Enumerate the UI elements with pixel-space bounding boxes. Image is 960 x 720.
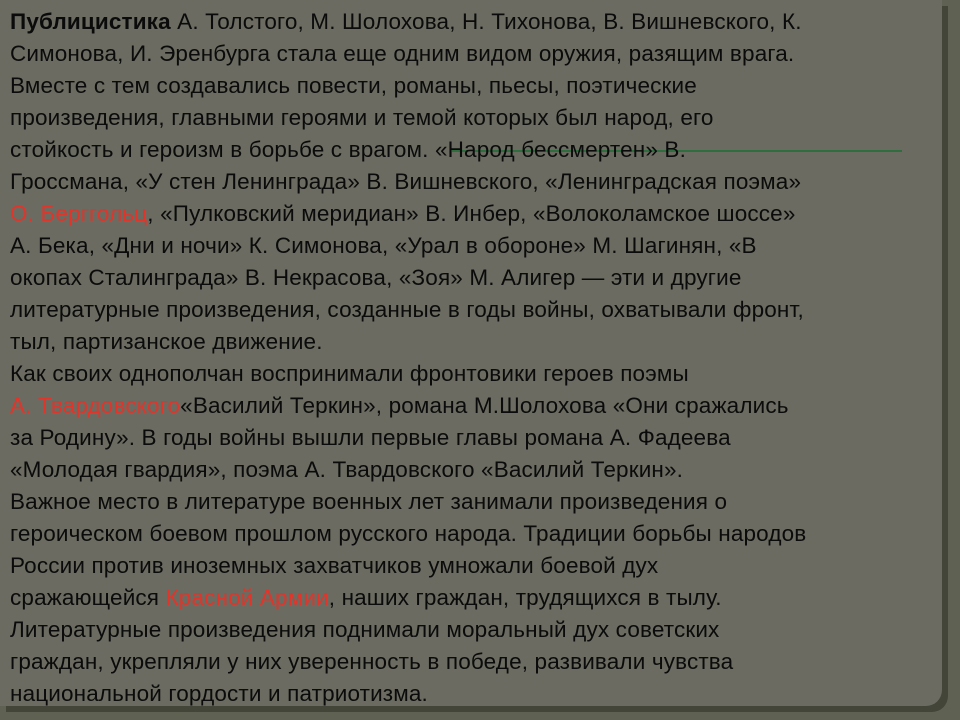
text-segment: А. Бека, «Дни и ночи» К. Симонова, «Урал в обороне» М. Шагинян, «В — [10, 233, 757, 258]
text-line — [10, 198, 940, 230]
text-segment: Симонова, И. Эренбурга стала еще одним видом оружия, разящим врага. — [10, 41, 795, 66]
text-segment: «Молодая гвардия», поэма А. Твардовского «Василий Теркин». — [10, 457, 684, 482]
text-segment: граждан, укрепляли у них уверенность в победе, развивали чувства — [10, 649, 734, 674]
text-line — [10, 102, 940, 134]
text-line — [10, 614, 940, 646]
text-segment: национальной гордости и патриотизма. — [10, 681, 428, 706]
text-line — [10, 678, 940, 710]
text-line — [10, 166, 940, 198]
text-line — [10, 390, 940, 422]
text-line — [10, 518, 940, 550]
text-line — [10, 326, 940, 358]
text-line — [10, 70, 940, 102]
text-line — [10, 294, 940, 326]
text-line — [10, 6, 940, 38]
text-segment: окопах Сталинграда» В. Некрасова, «Зоя» М. Алигер — эти и другие — [10, 265, 742, 290]
text-line — [10, 262, 940, 294]
text-segment: России против иноземных захватчиков умножали боевой дух — [10, 553, 659, 578]
text-line — [10, 230, 940, 262]
text-line — [10, 550, 940, 582]
text-line — [10, 582, 940, 614]
text-segment: сражающейся — [10, 585, 166, 610]
slide-body-text — [10, 6, 940, 710]
text-segment: Гроссмана, «У стен Ленинграда» В. Вишневского, «Ленинградская поэма» — [10, 169, 802, 194]
text-segment: А. Толстого, М. Шолохова, Н. Тихонова, В. Вишневского, К. — [170, 9, 802, 34]
text-line — [10, 646, 940, 678]
text-segment: Важное место в литературе военных лет занимали произведения о — [10, 489, 728, 514]
text-segment: Литературные произведения поднимали моральный дух советских — [10, 617, 720, 642]
text-segment: , наших граждан, трудящихся в тылу. — [328, 585, 722, 610]
text-line — [10, 358, 940, 390]
text-segment: литературные произведения, созданные в годы войны, охватывали фронт, — [10, 297, 804, 322]
highlighted-author: Красной Армии — [165, 585, 329, 610]
text-segment: героическом боевом прошлом русского народа. Традиции борьбы народов — [10, 521, 807, 546]
text-segment: , «Пулковский меридиан» В. Инбер, «Волоколамское шоссе» — [147, 201, 796, 226]
text-line — [10, 422, 940, 454]
highlighted-author: А. Твардовского — [10, 393, 181, 418]
text-line — [10, 134, 940, 166]
text-segment: за Родину». В годы войны вышли первые главы романа А. Фадеева — [10, 425, 731, 450]
text-line — [10, 454, 940, 486]
text-segment: произведения, главными героями и темой которых был народ, его — [10, 105, 714, 130]
text-line — [10, 486, 940, 518]
heading-term: Публицистика — [10, 9, 171, 34]
text-line — [10, 38, 940, 70]
text-segment: стойкость и героизм в борьбе с врагом. «Народ бессмертен» В. — [10, 137, 686, 162]
text-segment: Вместе с тем создавались повести, романы, пьесы, поэтические — [10, 73, 697, 98]
text-segment: тыл, партизанское движение. — [10, 329, 323, 354]
text-segment: Как своих однополчан воспринимали фронтовики героев поэмы — [10, 361, 689, 386]
highlighted-author: О. Берггольц — [10, 201, 148, 226]
text-segment: «Василий Теркин», романа М.Шолохова «Они сражались — [180, 393, 789, 418]
